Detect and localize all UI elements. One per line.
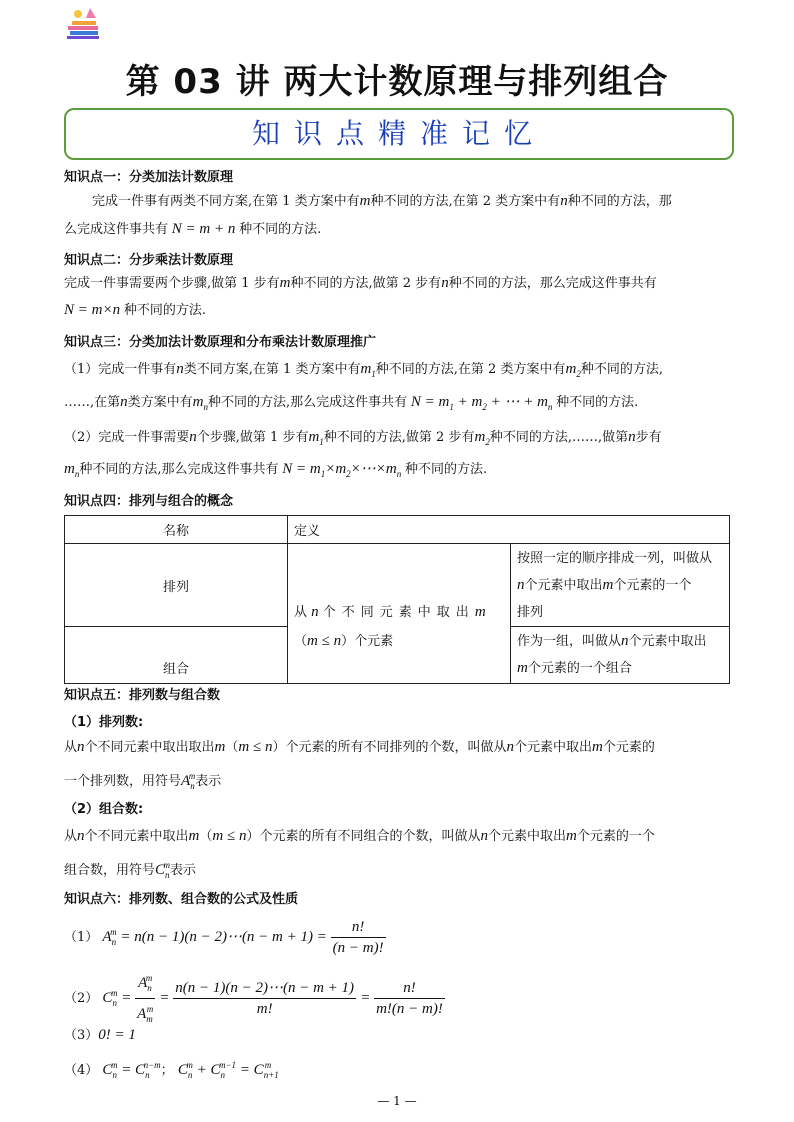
heading-k1: 知识点一：分类加法计数原理 xyxy=(64,170,234,185)
header-definition: 定义 xyxy=(288,516,730,544)
k2-line2: N = m×n 种不同的方法. xyxy=(64,302,206,318)
header-name: 名称 xyxy=(65,516,288,544)
section-banner: 知识点精准记忆 xyxy=(64,108,734,160)
formula-2: （2） $C_n^m$ = $\frac{A_n^m}{A_m^m}$ = $\frac{n(n - 1)(n - 2)\cdots(n - m + 1)}{m!}$ = $\frac{n!}{m!(n - m)!}$ xyxy=(64,968,445,1029)
k3-p2-line2: $m_n$种不同的方法,那么完成这件事共有 $N = m_1\times m_2\times\cdots\times m_n$ 种不同的方法. xyxy=(64,461,488,479)
k1-line2: 么完成这件事共有 N = m + n 种不同的方法. xyxy=(64,221,322,237)
row-permutation-name: 排列 xyxy=(65,544,288,627)
heading-k3: 知识点三：分类加法计数原理和分布乘法计数原理推广 xyxy=(64,335,377,350)
heading-k6: 知识点六：排列数、组合数的公式及性质 xyxy=(64,892,299,907)
table-header-row xyxy=(65,516,730,544)
k5-a-line2: 一个排列数，用符号$A_n^m$表示 xyxy=(64,771,222,791)
heading-k5: 知识点五：排列数与组合数 xyxy=(64,688,221,703)
k5-a-line1: 从n个不同元素中取出取出m（m ≤ n）个元素的所有不同排列的个数，叫做从n个元素中取出m个元素的 xyxy=(64,739,655,755)
row-permutation-def: 按照一定的顺序排成一列，叫做从 n个元素中取出m个元素的一个 排列 xyxy=(511,544,730,627)
k3-p1-line2: ……,在第n类方案中有$m_n$种不同的方法,那么完成这件事共有 $N = m_1 + m_2$ + ⋯ + $m_n$ 种不同的方法. xyxy=(64,394,639,412)
k3-p2-line1: （2）完成一件事需要n个步骤,做第 1 步有$m_1$种不同的方法,做第 2 步有$m_2$种不同的方法,……,做第n步有 xyxy=(64,429,662,447)
row-combination-def: 作为一组，叫做从n个元素中取出 m个元素的一个组合 xyxy=(511,627,730,684)
k3-p1-line1: （1）完成一件事有n类不同方案,在第 1 类方案中有$m_1$种不同的方法,在第 2 类方案中有$m_2$种不同的方法, xyxy=(64,361,663,379)
k5-sub1: （1）排列数: xyxy=(64,715,144,730)
concept-table xyxy=(64,515,730,684)
k5-b-line1: 从n个不同元素中取出m（m ≤ n）个元素的所有不同组合的个数，叫做从n个元素中取出m个元素的一个 xyxy=(64,828,655,844)
formula-1: （1） $A_n^m = n(n - 1)(n$ − 2)⋯(n − m + 1) = $\frac{n!}{(n - m)!}$ xyxy=(64,919,384,956)
table-row xyxy=(65,544,730,627)
row-combination-name: 组合 xyxy=(65,627,288,684)
heading-k4: 知识点四：排列与组合的概念 xyxy=(64,494,234,509)
k5-sub2: （2）组合数: xyxy=(64,802,144,817)
formula-3: （3）0! = 1 xyxy=(64,1027,136,1043)
logo-icon xyxy=(64,6,112,40)
formula-4: （4） $C_n^m = C_n^{n-m}$； $C_n^m + C_n^{m-1} = C_{n+1}^m$ xyxy=(64,1060,279,1080)
page-number: — 1 — xyxy=(377,1094,417,1108)
k2-line1: 完成一件事需要两个步骤,做第 1 步有m种不同的方法,做第 2 步有n种不同的方法，那么完成这件事共有 xyxy=(64,275,657,291)
shared-definition: 从 n 个不同元素中取出m （m ≤ n）个元素 xyxy=(288,544,511,684)
heading-k2: 知识点二：分步乘法计数原理 xyxy=(64,253,234,268)
k1-line1: 完成一件事有两类不同方案,在第 1 类方案中有m种不同的方法,在第 2 类方案中有n种不同的方法，那 xyxy=(92,193,672,209)
k5-b-line2: 组合数，用符号$C_n^m$表示 xyxy=(64,860,197,880)
page-title: 第 03 讲 两大计数原理与排列组合 xyxy=(125,62,669,102)
